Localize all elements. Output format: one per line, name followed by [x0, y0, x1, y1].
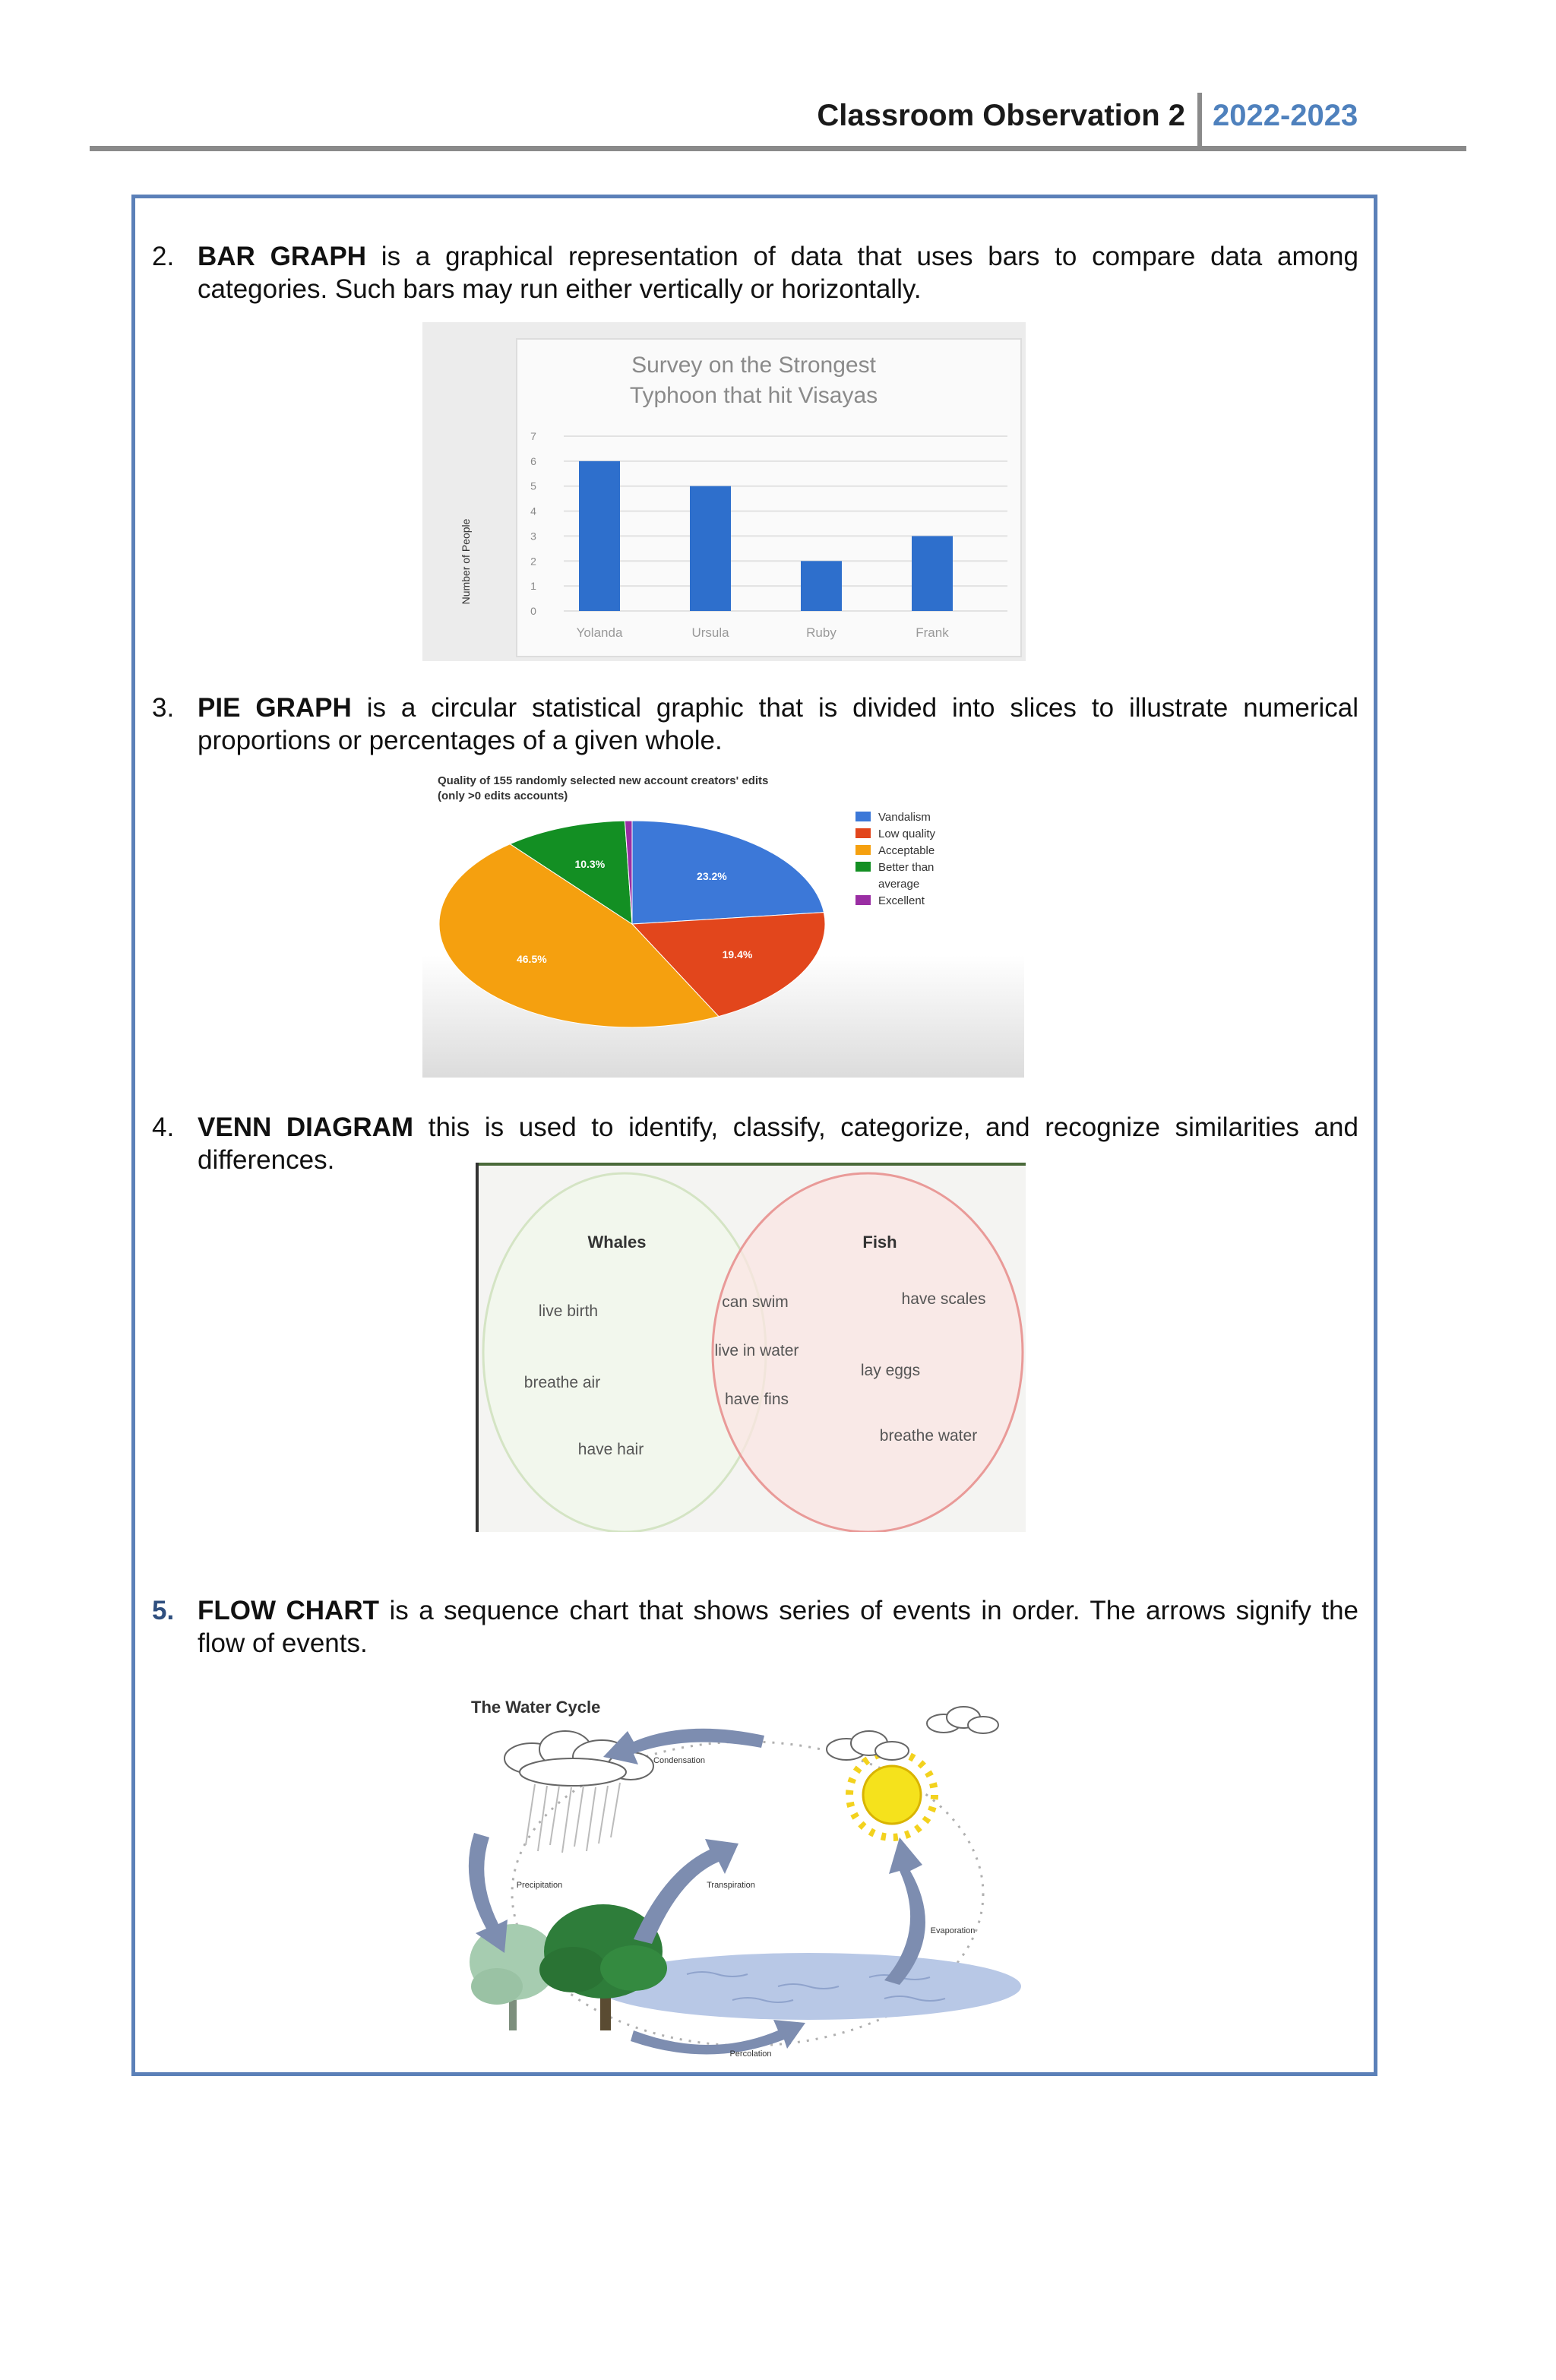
venn-right-title: Fish: [862, 1233, 897, 1252]
pie-legend-label: Low quality: [878, 828, 936, 840]
venn-left-item: have hair: [577, 1441, 644, 1458]
item-text: is a sequence chart that shows series of events in order. The arrows signify the flow of events.: [198, 1596, 1358, 1658]
bar-chart-ytick-label: 6: [530, 454, 536, 467]
bar-chart-xtick-label: Yolanda: [576, 625, 623, 640]
bar-chart-ylabel: Number of People: [460, 518, 472, 605]
label-evaporation: Evaporation: [930, 1926, 976, 1935]
bar-chart-image: [422, 322, 1026, 661]
venn-left-item: live birth: [538, 1302, 599, 1320]
pie-legend-swatch: [855, 895, 871, 905]
venn-right-item: have scales: [901, 1290, 986, 1308]
bar-chart-xtick-label: Ruby: [806, 625, 837, 640]
pie-chart-title-line2: (only >0 edits accounts): [438, 790, 568, 802]
bar-chart-bar: [690, 486, 731, 611]
pie-legend-label: Better than: [878, 861, 935, 874]
pie-chart-title-line1: Quality of 155 randomly selected new account creators' edits: [438, 774, 769, 787]
item-text: is a circular statistical graphic that is divided into slices to illustrate numerical proportions or percentages of a given whole.: [198, 693, 1358, 755]
pie-legend-label: average: [878, 878, 920, 891]
pie-chart-svg: [422, 772, 1024, 1078]
pie-legend-swatch: [855, 812, 871, 821]
pie-chart-slices: [439, 821, 825, 1027]
venn-middle-item: live in water: [714, 1342, 799, 1359]
header-rule: [90, 146, 1466, 151]
pie-legend-swatch: [855, 862, 871, 872]
bar-chart-ytick-label: 0: [530, 605, 536, 617]
label-condensation: Condensation: [653, 1756, 705, 1765]
page-header: [90, 91, 1466, 149]
bar-chart-title-line1: Survey on the Strongest: [631, 353, 876, 378]
bar-chart-title-line2: Typhoon that hit Visayas: [629, 383, 878, 408]
item-term: PIE GRAPH: [198, 693, 352, 723]
pie-chart-slice-label: 46.5%: [516, 952, 547, 965]
item-number: 3.: [152, 693, 175, 723]
bar-chart-svg: [422, 322, 1026, 661]
label-transpiration: Transpiration: [707, 1881, 755, 1890]
item-number: 2.: [152, 242, 175, 271]
venn-diagram-svg: [476, 1163, 1026, 1532]
item-bar-graph: [152, 240, 1358, 305]
water-cycle-image: [459, 1688, 1035, 2062]
bar-chart-bar: [801, 561, 842, 611]
venn-left-title: Whales: [587, 1233, 647, 1252]
bar-chart-xtick-label: Frank: [916, 625, 949, 640]
venn-right-item: lay eggs: [860, 1362, 921, 1379]
bar-chart-bar: [912, 536, 953, 611]
pie-legend-label: Excellent: [878, 894, 925, 907]
venn-diagram-image: [476, 1163, 1026, 1532]
item-term: FLOW CHART: [198, 1596, 379, 1625]
item-text: is a graphical representation of data that uses bars to compare data among categories. Such bars may run either vertically or horizontally.: [198, 242, 1358, 304]
bar-chart-ytick-label: 7: [530, 430, 536, 442]
label-precipitation: Precipitation: [516, 1881, 563, 1890]
pie-legend-swatch: [855, 845, 871, 855]
header-year: 2022-2023: [1213, 99, 1358, 132]
bar-chart-ytick-label: 5: [530, 479, 536, 492]
water-cycle-title: The Water Cycle: [471, 1698, 601, 1717]
label-percolation: Percolation: [729, 2049, 772, 2059]
bar-chart-bar: [579, 461, 620, 611]
pie-legend-label: Vandalism: [878, 811, 931, 824]
bar-chart-ytick-label: 3: [530, 530, 536, 543]
pie-legend-swatch: [855, 828, 871, 838]
pie-chart-image: [422, 772, 1024, 1078]
item-number: 5.: [152, 1596, 175, 1625]
item-term: BAR GRAPH: [198, 242, 367, 271]
pie-chart-slice-label: 10.3%: [574, 858, 606, 871]
venn-middle-item: can swim: [722, 1293, 789, 1311]
venn-middle-item: have fins: [724, 1391, 789, 1408]
item-number: 4.: [152, 1112, 175, 1142]
pie-legend-label: Acceptable: [878, 844, 935, 857]
venn-right-item: breathe water: [879, 1427, 978, 1445]
venn-left-border: [476, 1163, 479, 1532]
bar-chart-ytick-label: 1: [530, 580, 536, 593]
header-title: Classroom Observation 2: [817, 99, 1185, 132]
header-divider: [1197, 93, 1202, 147]
pie-chart-slice-label: 19.4%: [722, 948, 753, 961]
venn-top-border: [476, 1163, 1026, 1166]
item-flow-chart: [152, 1594, 1358, 1660]
water-cycle-svg: [459, 1688, 1035, 2062]
bar-chart-xtick-label: Ursula: [691, 625, 729, 640]
item-pie-graph: [152, 692, 1358, 757]
bar-chart-ytick-label: 4: [530, 505, 536, 517]
venn-left-item: breathe air: [523, 1374, 601, 1391]
bar-chart-ytick-label: 2: [530, 555, 536, 568]
item-text: this is used to identify, classify, categorize, and recognize similarities and differences.: [198, 1112, 1358, 1175]
item-term: VENN DIAGRAM: [198, 1112, 414, 1142]
pie-chart-slice-label: 23.2%: [697, 870, 727, 883]
